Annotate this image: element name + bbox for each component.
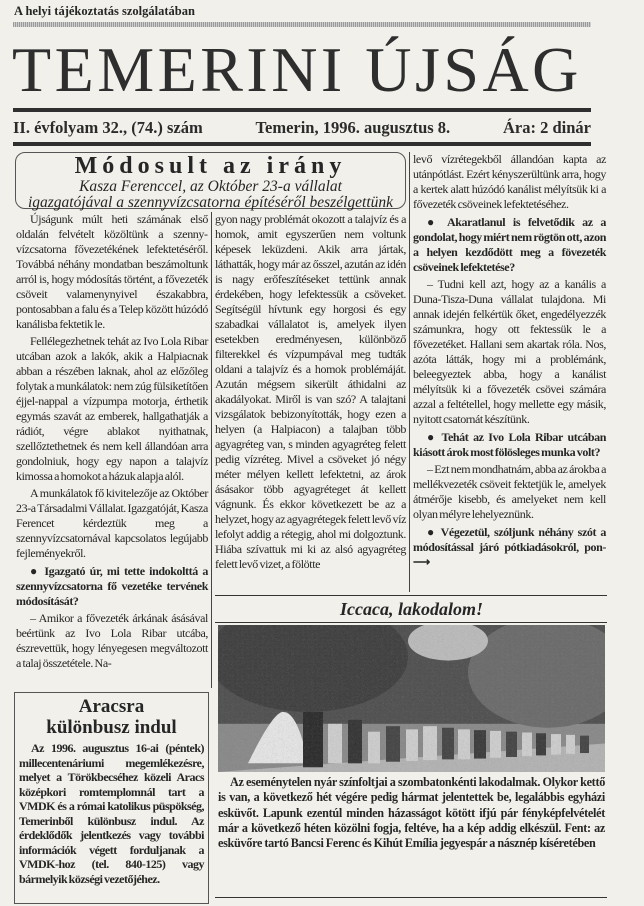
question: ● Akaratlanul is felvetődik az a gondolat, hogy miért nem rögtön ott, azon a helyen kezdődött meg a fövezeték csöveinek lefektetése?	[413, 215, 606, 274]
continue-arrow-icon: ⟶	[413, 555, 430, 569]
paragraph: – Ezt nem mondhatnám, abba az árokba a mellékvezeték csöveit fektetjük le, amelyek átmérője kisebb, és amelyeket nem kell olyan mélyre lehelyeznünk.	[413, 462, 606, 521]
paragraph: levő vízrétegekből állandóan kapta az utánpótlást. Ezért kényszerültünk arra, hogy a kertek alatt húzódó kanálist mélyítsük ki a fővezeték csöveinek lefektetéséhez.	[413, 152, 606, 211]
paragraph: Újságunk múlt heti számának első oldalán felvételt közöltünk a szennyvízcsatorna fővezetékének lefektetéséről. Továbbá néhány mondatban beszámoltunk arról is, hogy módosítás történt, a fővezeték csöveit valamenynyivel északabbra, pontosabban a falu és a Telep között húzódó kanálisba fektetik le.	[16, 212, 208, 331]
bus-notice-box	[14, 692, 209, 904]
wedding-title: Iccaca, lakodalom!	[340, 599, 483, 619]
bus-title-line: különbusz indul	[46, 717, 177, 738]
interview-subtitle: igazgatójával a szennyvízcsatorna építéséről beszélgettünk	[27, 193, 394, 211]
column-divider	[211, 212, 212, 688]
interview-column-3	[413, 152, 606, 572]
wedding-photo	[218, 625, 605, 772]
masthead-title: TEMERINI ÚJSÁG	[12, 34, 582, 105]
bus-notice-body: Az 1996. augusztus 16-ai (péntek) millecentenáriumi megemlékezésre, melyet a Törökbecséhez közeli Aracs középkori romtemplomnál tart a VMDK és a római katolikus püspökség, Temerinből különbusz indul. Az érdeklődők jelentkezés vagy további információk végett forduljanak a VMDK-hoz (tel. 840-125) vagy bármelyik községi vezetőjéhez.	[19, 741, 204, 886]
question	[413, 525, 606, 570]
tagline-rule	[13, 22, 591, 27]
issue-price: Ára: 2 dinár	[502, 118, 591, 137]
paragraph: Fellélegezhetnek tehát az Ivo Lola Ribar utcában azok a lakók, akik a Halpiacnak abban a részében laknak, ahol az előzőleg folytak a munkálatok: nem zúg fülsiketítően éjjel-nappal a vízpumpa motorja, érthetik egymás szavát az emberek, hallgathatják a rádiót, végre ablakot nyithatnak, szellőztethetnek és nem kell állandóan arra gondolniuk, hogy egy napon a talajvíz kimossa a homokot a házuk alapja alól.	[16, 334, 208, 483]
question-text: ● Végezetül, szóljunk néhány szót a módosítással járó pótkiadásokról, pon-	[413, 525, 606, 554]
wedding-caption: Az eseménytelen nyár színfoltjai a szombatonkénti lakodalmak. Olykor kettő is van, a következő hét végére pedig hármat jelentettek be, legalábbis egyházi esküvőt. Lapunk ezentúl minden házasságot kötött ifjú pár fényképfelvételét már a következő héten közölni fogja, feltéve, ha a kép addig elkészül. Fent: az esküvőre tartó Bancsi Ferenc és Kihút Emília jegyespár a násznép kíséretében	[218, 775, 605, 851]
tagline: A helyi tájékoztatás szolgálatában	[14, 4, 195, 18]
question: ● Tehát az Ivo Lola Ribar utcában kiásott árok most fölösleges munka volt?	[413, 430, 606, 459]
paragraph: – Amikor a fővezeték árkának ásásával beértünk az Ivo Lola Ribar utcába, észrevettük, hogy lényegesen megváltozott a talaj összetétele. Na-	[16, 611, 208, 670]
paragraph: A munkálatok fő kivitelezője az Október 23-a Társadalmi Vállalat. Igazgatóját, Kasza Ferencet kérdeztük meg a szennyvízcsatornával kapcsolatos legújabb fejleményekről.	[16, 486, 208, 560]
paragraph: gyon nagy problémát okozott a talajvíz és a homok, amit egyszerűen nem voltunk képesek leküzdeni. Akik arra jártak, láthatták, hogy már az ősszel, azután az idén is nagy erőfeszítéseket tettünk annak érdekében, hogy lefektessük a csöveket. Segítségül hívtunk egy horgosi és egy szabadkai vállalatot is, amelyek ilyen esetekben eredményesen, különböző filterekkel és vízpumpával meg tudták oldani a talajvíz és a homok problémáját. Azután mégsem sikerült áthidalni az akadályokat. Miről is van szó? A talajtani vizsgálatok bebizonyították, hogy ezen a helyen (a Halpiacon) a talajban több agyagréteg van, s minden agyagréteg felett pedig vízréteg. Mivel a csöveket jó négy méter mélyen kellett lefektetni, az árok ásásakor több agyagréteget át kellett vágnunk. És ekkor következett be az a helyzet, hogy az agyagrétegek felett levő víz lefolyt addig a rétegig, ahol mi dolgoztunk. Hiába szívattuk mi ki az alsó agyagréteg felett levő vizet, a fölötte	[215, 212, 406, 571]
issue-line	[13, 118, 591, 138]
bus-notice-title	[19, 696, 204, 738]
issue-rule	[13, 142, 591, 146]
bus-title-line: Aracsra	[78, 696, 145, 717]
column-divider	[409, 152, 410, 592]
section-rule	[215, 622, 607, 623]
interview-headline-box	[15, 152, 406, 209]
issue-number: II. évfolyam 32., (74.) szám	[13, 118, 203, 137]
question: ● Igazgató úr, mi tette indokolttá a szennyvízcsatorna fő vezetéke tervének módosítását?	[16, 564, 208, 608]
interview-column-2	[215, 212, 406, 572]
paragraph: – Tudni kell azt, hogy az a kanális a Duna-Tisza-Duna vállalat tulajdona. Mi annak idején felkértük őket, engedélyezzék számunkra, hogy ott fektessük le a fővezetéket. Hallani sem akartak róla. Nos, azóta látták, hogy mi a problémánk, beleegyeztek abba, hogy a kanálist mélyítsük ki a fővezeték csövei számára azzal a feltétellel, hogy mellette egy másik, nyitott csatornát készítünk.	[413, 277, 606, 426]
interview-title: Módosult az irány	[74, 153, 347, 179]
interview-column-1	[16, 212, 208, 671]
section-rule	[215, 897, 607, 898]
issue-date: Temerin, 1996. augusztus 8.	[255, 118, 451, 137]
interview-subtitle: Kasza Ferenccel, az Október 23-a vállalat	[79, 178, 342, 195]
masthead-rule	[13, 108, 591, 112]
section-rule	[215, 595, 607, 596]
